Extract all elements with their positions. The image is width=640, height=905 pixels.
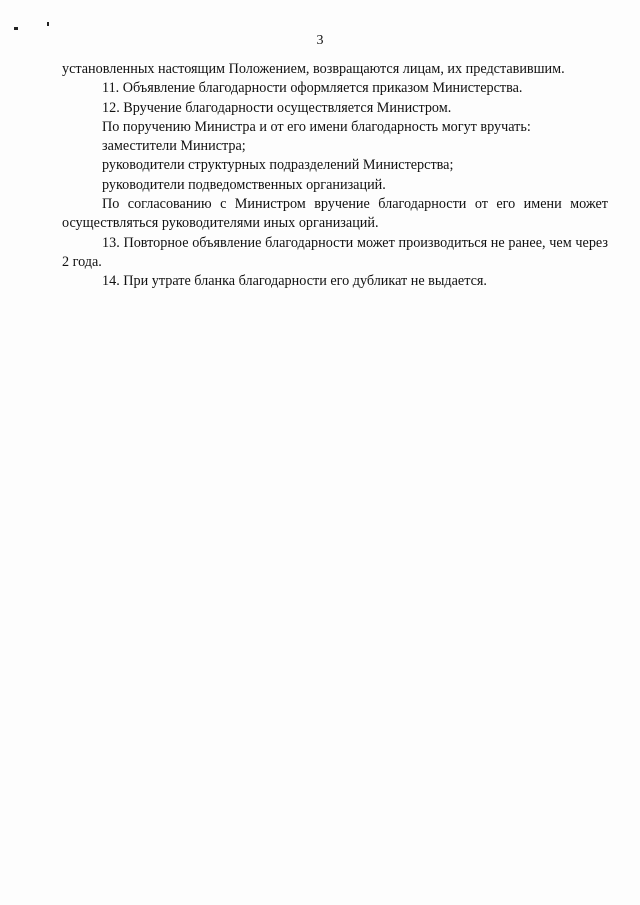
document-body [62,60,608,292]
page-number: 3 [316,33,324,48]
list-item-deputies: заместители Министра; [102,138,246,155]
scan-artifact [14,27,18,30]
paragraph-item-13: 13. Повторное объявление благодарности может производиться не ранее, чем через 2 года. [62,234,608,270]
paragraph-item-11: 11. Объявление благодарности оформляется приказом Министерства. [102,80,523,97]
paragraph-item-12: 12. Вручение благодарности осуществляется Министром. [102,99,452,116]
list-item-structural-heads: руководители структурных подразделений Министерства; [102,157,454,174]
paragraph-continuation: установленных настоящим Положением, возвращаются лицам, их представившим. [62,61,565,77]
scan-artifact [47,22,49,26]
paragraph-agreement: По согласованию с Министром вручение благодарности от его имени может осуществляться руководителями иных организаций. [62,196,608,232]
paragraph-item-14: 14. При утрате бланка благодарности его дубликат не выдается. [102,273,487,290]
list-item-subordinate-heads: руководители подведомственных организаций. [102,176,386,193]
paragraph-delegation: По поручению Министра и от его имени благодарность могут вручать: [102,118,531,135]
